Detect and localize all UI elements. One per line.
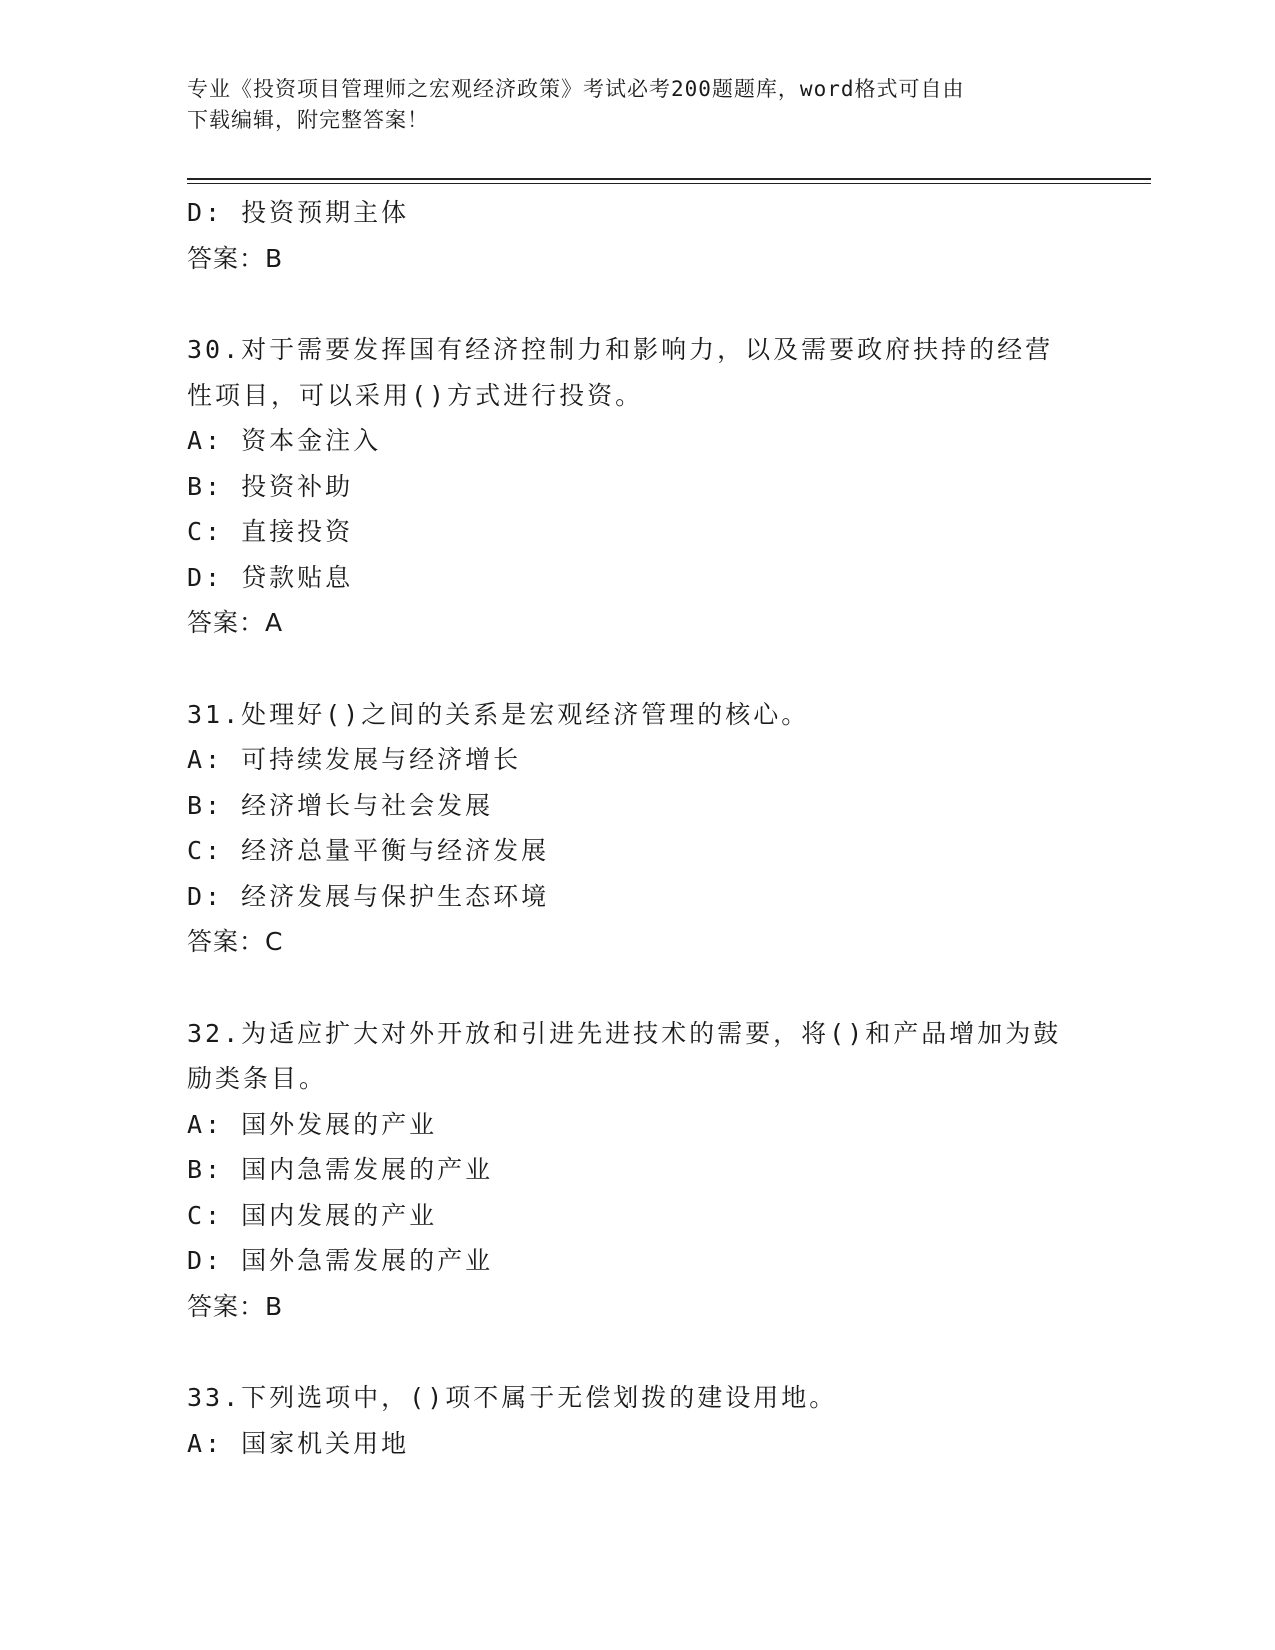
option-b: B: 经济增长与社会发展: [187, 790, 494, 820]
option-c: C: 经济总量平衡与经济发展: [187, 836, 550, 865]
question-block-31: [187, 692, 1087, 965]
option-a: A: 国外发展的产业: [187, 1109, 438, 1139]
question-block-30: [187, 327, 1087, 646]
document-header: [187, 74, 1087, 136]
option-b: B: 国内急需发展的产业: [187, 1155, 494, 1184]
header-title-line-2: 下载编辑，附完整答案！: [187, 108, 429, 132]
header-divider-thin: [187, 183, 1151, 184]
question-stem-line-2: 励类条目。: [187, 1064, 328, 1093]
answer-line: 答案：B: [187, 1291, 284, 1321]
answer-line: 答案：A: [187, 608, 284, 637]
option-d: D: 投资预期主体: [187, 198, 410, 227]
option-d: D: 经济发展与保护生态环境: [187, 881, 550, 911]
option-a: A: 国家机关用地: [187, 1428, 410, 1458]
option-c: C: 国内发展的产业: [187, 1200, 438, 1230]
question-block-33: [187, 1375, 1087, 1466]
answer-line: 答案：C: [187, 927, 284, 956]
option-c: C: 直接投资: [187, 517, 354, 546]
answer-line: 答案：B: [187, 243, 284, 273]
option-b: B: 投资补助: [187, 471, 354, 501]
header-divider-thick: [187, 178, 1151, 180]
question-stem-line-1: 32.为适应扩大对外开放和引进先进技术的需要，将()和产品增加为鼓: [187, 1018, 1062, 1048]
option-a: A: 资本金注入: [187, 426, 382, 455]
question-stem-line-1: 30.对于需要发挥国有经济控制力和影响力，以及需要政府扶持的经营: [187, 335, 1054, 364]
document-body: [187, 190, 1087, 1466]
question-stem-line-2: 性项目，可以采用()方式进行投资。: [187, 380, 644, 410]
question-stem-line-1: 33.下列选项中，()项不属于无偿划拨的建设用地。: [187, 1383, 838, 1412]
question-block-32: [187, 1011, 1087, 1330]
option-d: D: 国外急需发展的产业: [187, 1246, 494, 1275]
header-title-line-1: 专业《投资项目管理师之宏观经济政策》考试必考200题题库，word格式可自由: [187, 77, 965, 101]
option-d: D: 贷款贴息: [187, 562, 354, 592]
option-a: A: 可持续发展与经济增长: [187, 745, 522, 774]
question-block-29-tail: [187, 190, 1087, 281]
question-stem-line-1: 31.处理好()之间的关系是宏观经济管理的核心。: [187, 699, 810, 729]
